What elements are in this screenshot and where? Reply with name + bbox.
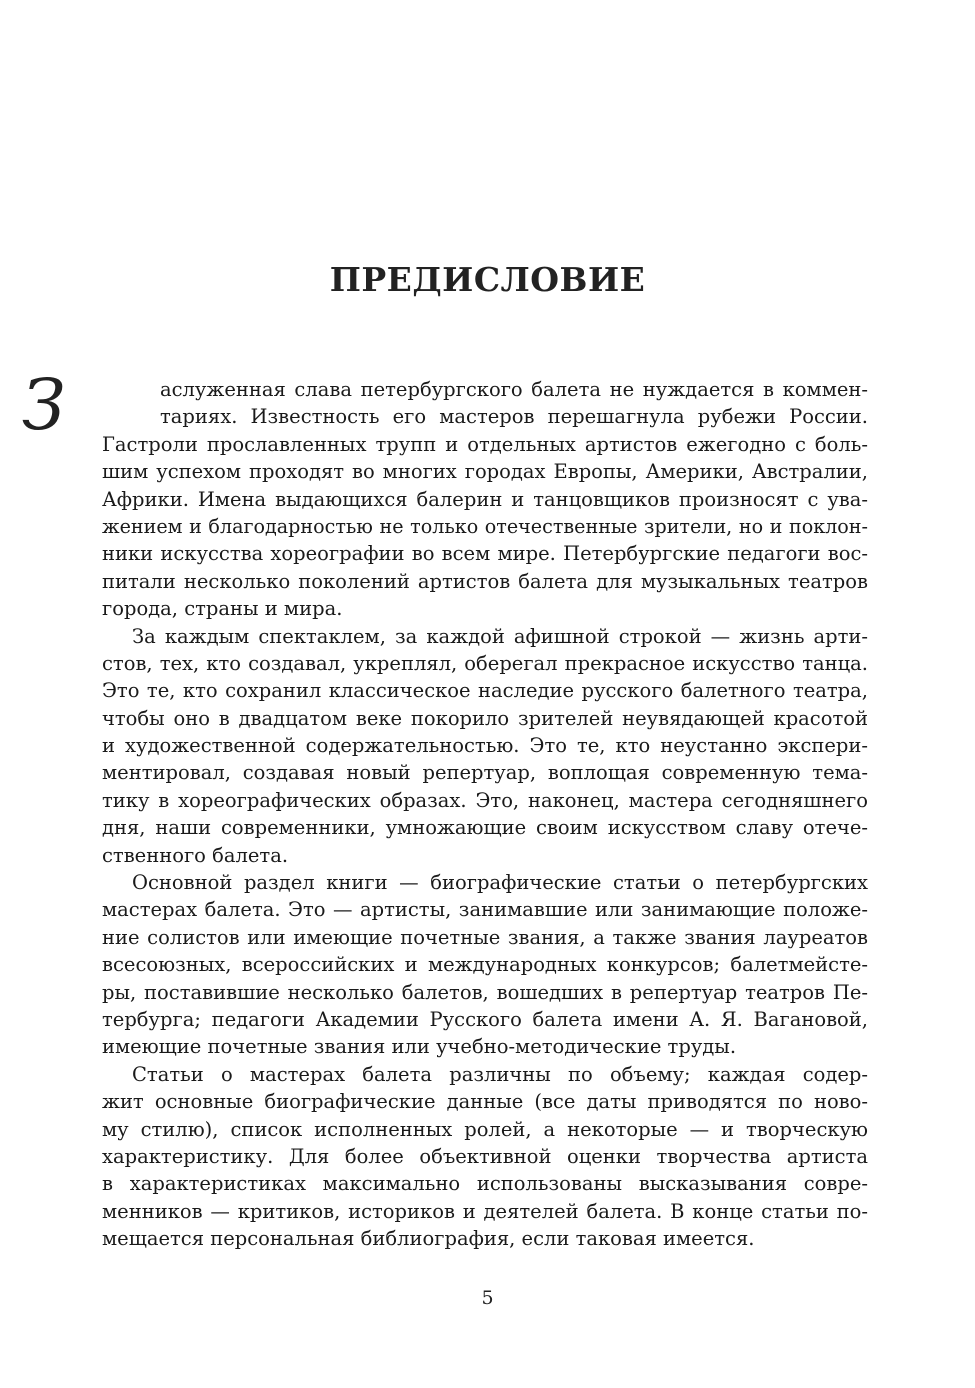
text-line: города, страны и мира. [102,597,343,621]
paragraph-3 [102,869,868,1061]
text-line: му стилю), список исполненных ролей, а некоторые — и творческую [102,1117,868,1141]
page-number: 5 [481,1287,494,1309]
text-line: стов, тех, кто создавал, укреплял, оберегал прекрасное искусство танца. [102,651,868,675]
text-line: тербурга; педагоги Академии Русского балета имени А. Я. Вагановой, [102,1007,868,1031]
text-line: ментировал, создавая новый репертуар, воплощая современную тема- [102,761,868,785]
paragraph-4 [102,1061,868,1253]
text-line: мастерах балета. Это — артисты, занимавшие или занимающие положе- [102,898,868,922]
text-line: менников — критиков, историков и деятелей балета. В конце статьи по- [102,1199,868,1223]
text-line: ры, поставившие несколько балетов, вошедших в репертуар театров Пе- [102,980,868,1004]
paragraph-2 [102,623,868,870]
text-line: жит основные биографические данные (все даты приводятся по ново- [102,1090,868,1114]
text-line: ники искусства хореографии во всем мире. Петербургские педагоги вос- [102,542,868,566]
text-line: За каждым спектаклем, за каждой афишной строкой — жизнь арти- [132,624,868,648]
text-line: всесоюзных, всероссийских и международных конкурсов; балетмейсте- [102,953,868,977]
text-line: имеющие почетные звания или учебно-методические труды. [102,1035,737,1059]
body-text [102,376,868,1253]
text-line: жением и благодарностью не только отечественные зрители, но и поклон- [102,514,868,538]
text-line: аслуженная слава петербургского балета не нуждается в коммен- [160,378,868,401]
text-line: Основной раздел книги — биографические статьи о петербургских [132,871,868,895]
drop-cap-letter: З [22,364,66,446]
text-line: Статьи о мастерах балета различны по объему; каждая содер- [132,1062,868,1086]
paragraph-1 [102,376,868,623]
text-line: питали несколько поколений артистов балета для музыкальных театров [102,569,868,593]
text-line: чтобы оно в двадцатом веке покорило зрителей неувядающей красотой [102,706,868,730]
text-line: тариях. Известность его мастеров перешагнула рубежи России. [160,405,868,429]
text-line: тику в хореографических образах. Это, наконец, мастера сегодняшнего [102,788,868,812]
text-line: характеристику. Для более объективной оценки творчества артиста [102,1144,868,1168]
text-line: дня, наши современники, умножающие своим искусством славу отече- [102,816,868,840]
text-line: Это те, кто сохранил классическое наследие русского балетного театра, [102,679,868,703]
text-line: шим успехом проходят во многих городах Европы, Америки, Австралии, [102,460,868,484]
text-line: мещается персональная библиография, если таковая имеется. [102,1227,755,1251]
text-line: в характеристиках максимально использованы высказывания совре- [102,1172,868,1196]
text-line: ние солистов или имеющие почетные звания, а также звания лауреатов [102,925,868,949]
text-line: ственного балета. [102,843,289,867]
text-line: Африки. Имена выдающихся балерин и танцовщиков произносят с ува- [102,487,868,511]
text-line: и художественной содержательностью. Это те, кто неустанно экспери- [102,734,868,758]
text-line: Гастроли прославленных трупп и отдельных артистов ежегодно с боль- [102,432,868,456]
page-title: ПРЕДИСЛОВИЕ [329,260,646,299]
